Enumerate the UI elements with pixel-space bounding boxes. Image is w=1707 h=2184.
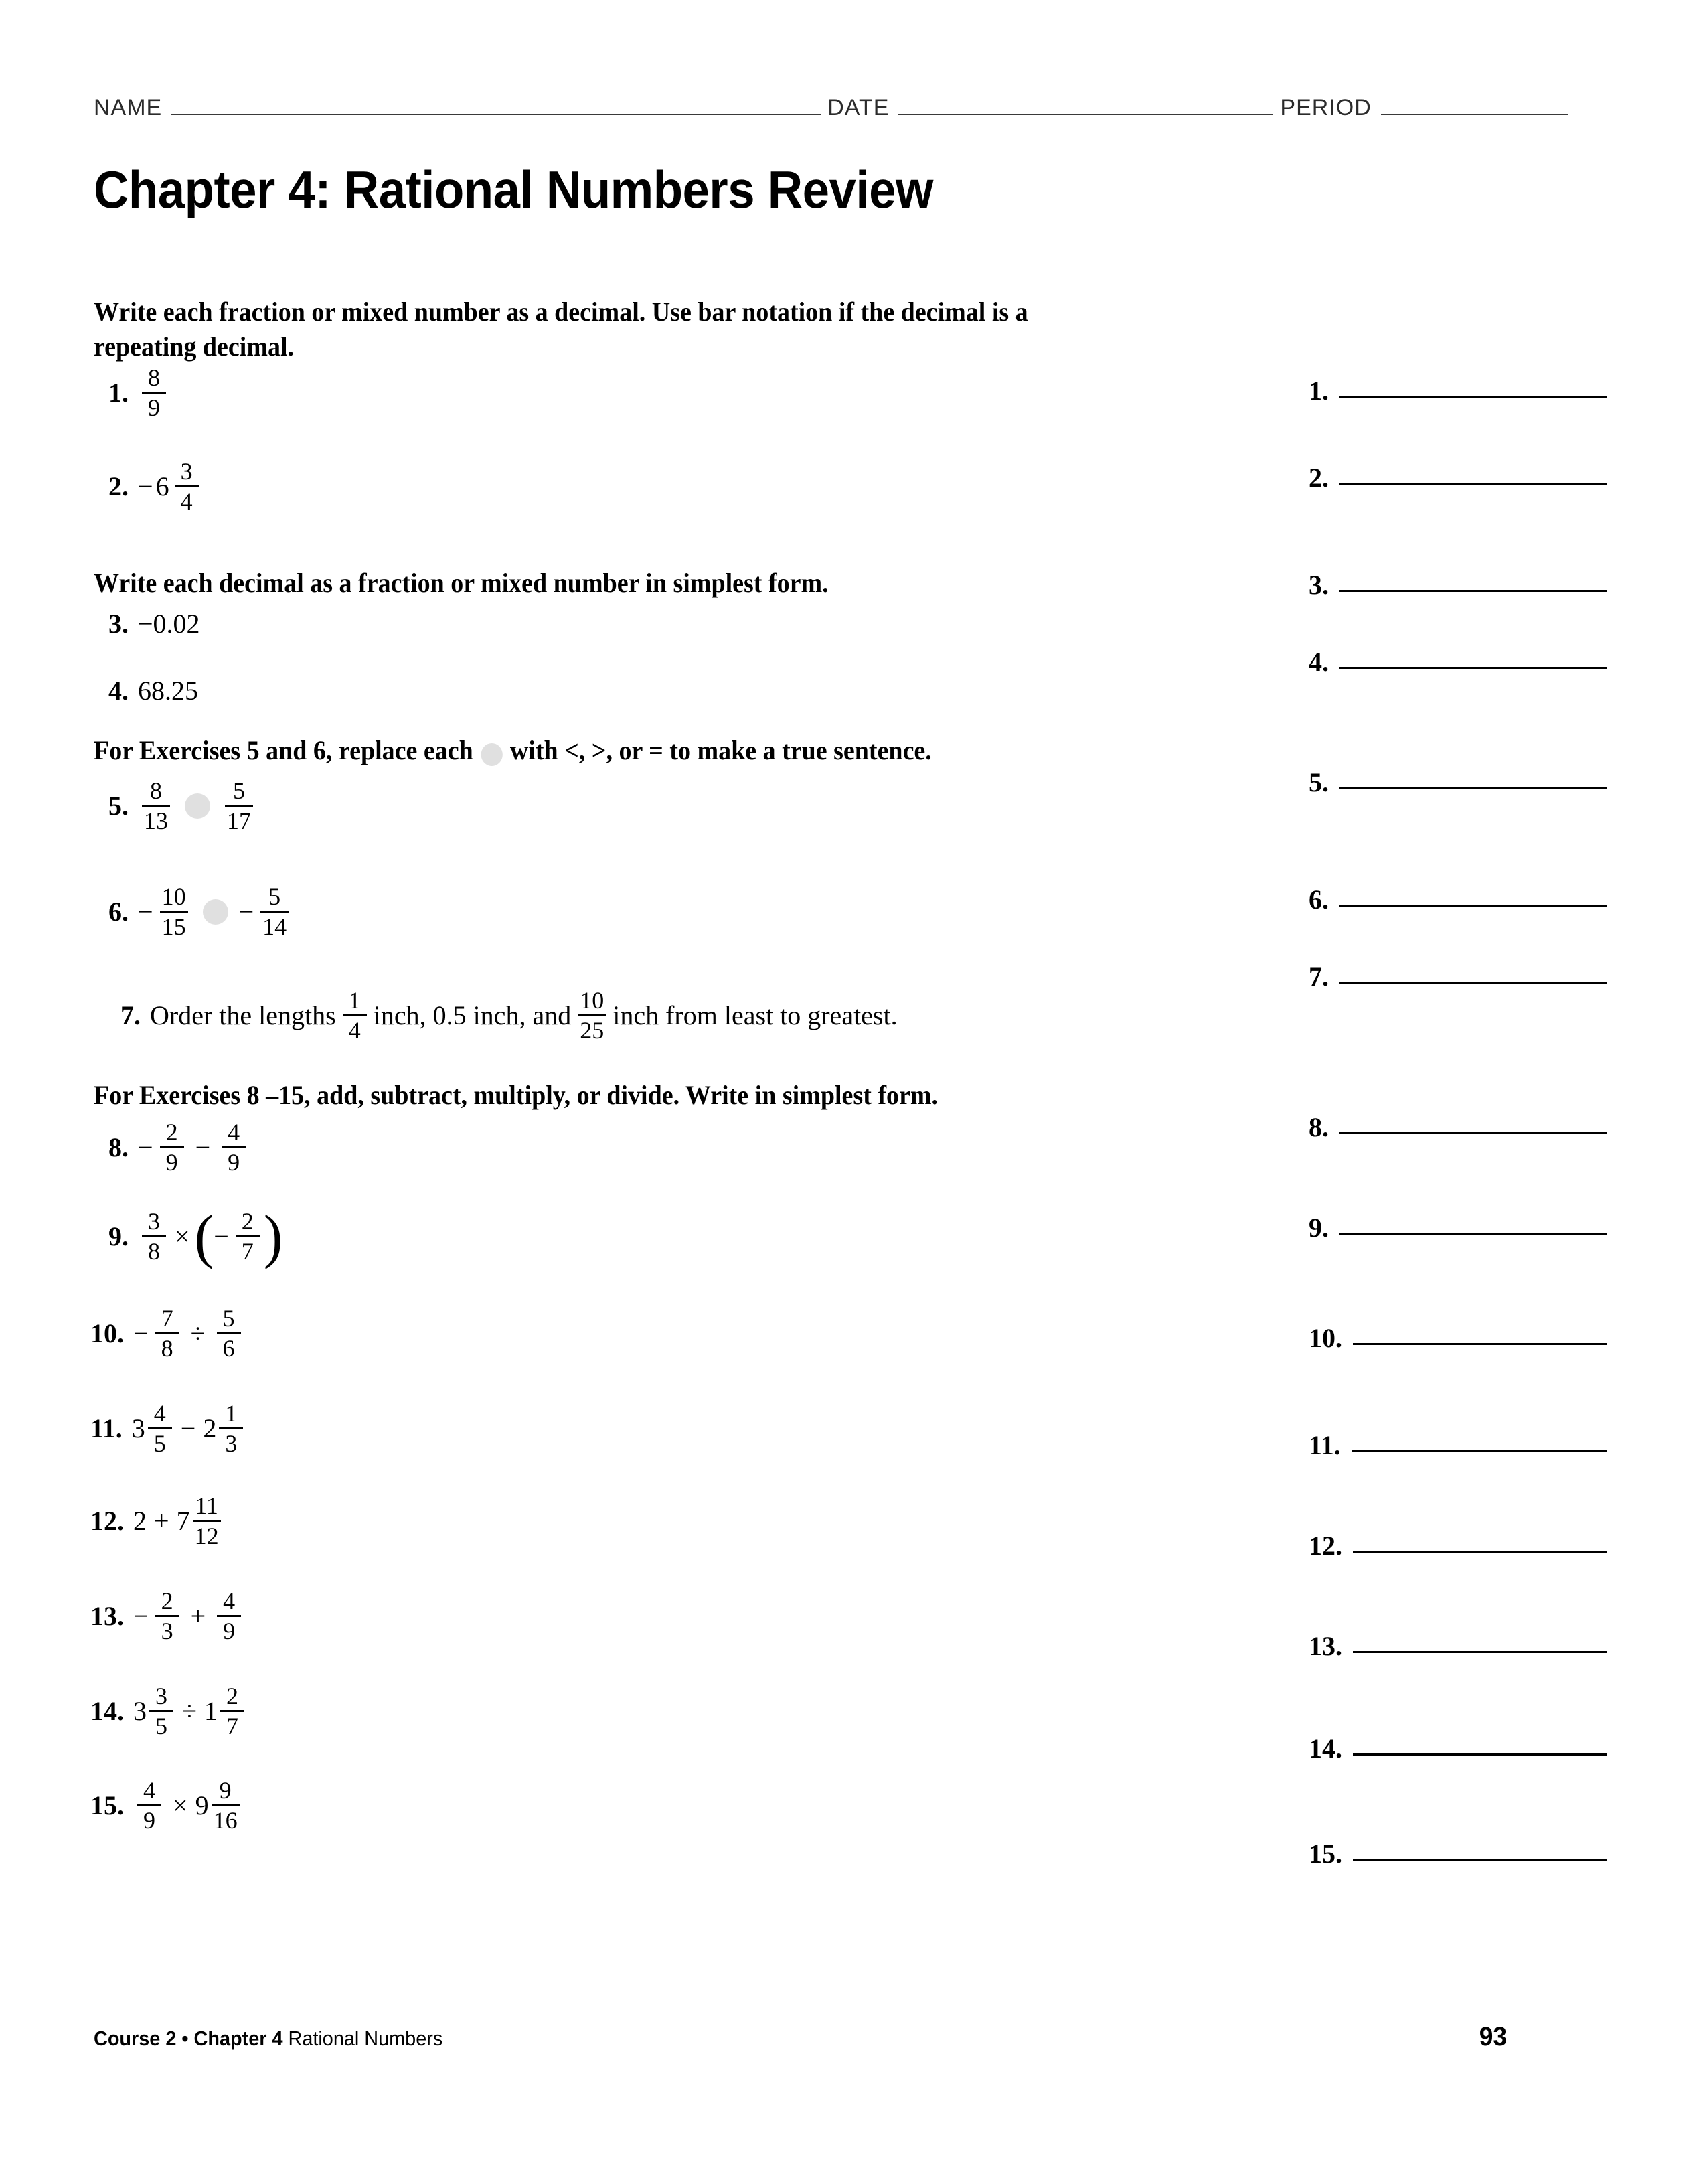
problem-expression <box>138 1202 283 1270</box>
operator: ÷ <box>182 1696 197 1726</box>
problem-number: 3. <box>108 609 129 639</box>
operator: − <box>195 1132 211 1162</box>
fraction-bar <box>222 1146 246 1148</box>
answer-blank[interactable] <box>1339 589 1607 592</box>
fraction-right: $\frac{5}{14}$ <box>260 884 289 939</box>
footer-text <box>94 2027 442 2051</box>
answer-blank[interactable] <box>1339 395 1607 398</box>
fraction-b: $\frac{5}{6}$ <box>217 1306 241 1361</box>
fraction-bar <box>225 805 253 807</box>
footer-chapter: Chapter 4 <box>193 2027 283 2050</box>
answer-line-5[interactable]: 5. <box>1309 767 1607 798</box>
problem-number: 5. <box>108 791 129 821</box>
fraction-left: $\frac{8}{13}$ <box>142 778 170 834</box>
fraction-bar <box>155 1332 179 1334</box>
answer-blank[interactable] <box>1339 1132 1607 1134</box>
fraction-b: $\frac{1}{3}$ <box>219 1401 243 1456</box>
answer-line-11[interactable]: 11. <box>1309 1429 1607 1461</box>
answer-line-14[interactable]: 14. <box>1309 1733 1607 1764</box>
whole-b: 7 <box>176 1506 190 1536</box>
fraction-bar <box>217 1332 241 1334</box>
whole-a: 3 <box>133 1696 147 1726</box>
problem-expression <box>133 1778 241 1833</box>
fraction-bar <box>142 1235 166 1237</box>
answer-blank[interactable] <box>1352 1450 1607 1452</box>
problem-2 <box>108 459 203 514</box>
problem-number: 10. <box>90 1318 124 1348</box>
instruction-text-a: For Exercises 5 and 6, replace each <box>94 735 473 765</box>
whole-b: 1 <box>204 1696 218 1726</box>
problem-expression <box>133 1588 245 1644</box>
fraction-bar <box>217 1615 241 1617</box>
problem-number: 12. <box>90 1506 124 1536</box>
fraction-b: $\frac{11}{12}$ <box>193 1493 221 1549</box>
answer-blank[interactable] <box>1339 1232 1607 1235</box>
problem-5 <box>108 778 257 834</box>
header-fields <box>94 95 1613 121</box>
fraction-a: $\frac{3}{5}$ <box>149 1683 173 1739</box>
fraction: $\frac{8}{9}$ <box>142 365 166 420</box>
fraction-b: $\frac{9}{16}$ <box>212 1778 240 1833</box>
problem-expression: 68.25 <box>138 676 198 706</box>
negative-sign: − <box>133 1601 149 1631</box>
answer-blank[interactable] <box>1353 1342 1607 1345</box>
problem-expression <box>138 365 170 420</box>
comparison-circle-icon[interactable] <box>203 899 228 925</box>
whole-b: 9 <box>195 1790 209 1820</box>
fraction-bar <box>142 392 166 394</box>
fraction: $\frac{3}{4}$ <box>175 459 199 514</box>
operator: + <box>190 1601 206 1631</box>
word-text-b: inch, 0.5 inch, and <box>373 1000 572 1030</box>
answer-blank[interactable] <box>1353 1858 1607 1861</box>
fraction-bar <box>160 911 188 913</box>
date-blank[interactable] <box>898 113 1273 115</box>
problem-number: 9. <box>108 1221 129 1251</box>
problem-number: 11. <box>90 1413 123 1444</box>
footer-separator: • <box>181 2027 189 2050</box>
problem-number: 8. <box>108 1132 129 1162</box>
operator: × <box>175 1221 190 1251</box>
fraction-bar <box>149 1710 173 1712</box>
whole-a: 3 <box>131 1413 145 1444</box>
word-text-a: Order the lengths <box>150 1000 336 1030</box>
problem-9 <box>108 1202 283 1270</box>
answer-line-2[interactable]: 2. <box>1309 462 1607 493</box>
instruction-set-3 <box>94 733 1175 768</box>
negative-sign-right: − <box>238 896 254 927</box>
problem-expression: −0.02 <box>138 609 200 639</box>
period-label: PERIOD <box>1280 95 1372 121</box>
answer-line-7[interactable]: 7. <box>1309 961 1607 992</box>
problem-number: 13. <box>90 1601 124 1631</box>
fraction-a: $\frac{4}{5}$ <box>148 1401 172 1456</box>
period-blank[interactable] <box>1381 113 1568 115</box>
whole-number: 6 <box>155 471 169 501</box>
comparison-circle-icon[interactable] <box>185 793 210 819</box>
answer-line-13[interactable]: 13. <box>1309 1630 1607 1662</box>
fraction-bar <box>220 1710 244 1712</box>
problem-number: 2. <box>108 471 129 501</box>
operator: ÷ <box>190 1318 206 1348</box>
operator: + <box>154 1506 169 1536</box>
fraction-a: $\frac{7}{8}$ <box>155 1306 179 1361</box>
fraction-bar <box>142 805 170 807</box>
negative-sign-inner: − <box>214 1221 229 1251</box>
integer-a: 2 <box>133 1506 147 1536</box>
fraction-b: $\frac{4}{9}$ <box>222 1119 246 1175</box>
fraction-right: $\frac{5}{17}$ <box>225 778 253 834</box>
footer-chapter-title: Rational Numbers <box>288 2027 443 2050</box>
problem-expression <box>133 1493 222 1549</box>
fraction-bar <box>175 485 199 487</box>
problem-number: 7. <box>120 1000 141 1030</box>
answer-line-10[interactable]: 10. <box>1309 1322 1607 1354</box>
problem-number: 14. <box>90 1696 124 1726</box>
problem-4 <box>108 675 198 706</box>
answer-line-15[interactable]: 15. <box>1309 1838 1607 1869</box>
negative-sign: − <box>133 1318 149 1348</box>
answer-line-6[interactable]: 6. <box>1309 884 1607 915</box>
page-number: 93 <box>1479 2022 1508 2051</box>
fraction-a: $\frac{3}{8}$ <box>142 1208 166 1264</box>
problem-1 <box>108 365 170 420</box>
answer-blank[interactable] <box>1339 482 1607 485</box>
problem-8 <box>108 1119 250 1175</box>
date-label: DATE <box>827 95 890 121</box>
problem-6 <box>108 884 293 939</box>
fraction-bar <box>219 1427 243 1429</box>
answer-blank[interactable] <box>1339 904 1607 907</box>
answer-blank[interactable] <box>1353 1550 1607 1553</box>
fraction-bar <box>212 1804 240 1806</box>
fraction-a: $\frac{2}{9}$ <box>160 1119 184 1175</box>
problem-expression <box>138 1119 250 1175</box>
answer-blank[interactable] <box>1339 787 1607 789</box>
fraction-bar <box>160 1146 184 1148</box>
fraction-2: $\frac{10}{25}$ <box>578 988 606 1043</box>
fraction-bar <box>578 1014 606 1016</box>
operator: × <box>173 1790 188 1820</box>
problem-10 <box>90 1306 245 1361</box>
page-title: Chapter 4: Rational Numbers Review <box>94 160 933 219</box>
answer-line-4[interactable]: 4. <box>1309 646 1607 678</box>
negative-sign: − <box>138 471 153 501</box>
fraction-bar <box>148 1427 172 1429</box>
page-footer <box>94 2022 1507 2052</box>
fraction-a: $\frac{2}{3}$ <box>155 1588 179 1644</box>
problem-3 <box>108 608 200 639</box>
word-text-c: inch from least to greatest. <box>613 1000 898 1030</box>
problem-number: 6. <box>108 896 129 927</box>
instruction-text-b: with <, >, or = to make a true sentence. <box>509 735 932 765</box>
problem-expression <box>138 459 203 514</box>
problem-expression <box>133 1683 246 1739</box>
fraction-bar <box>137 1804 161 1806</box>
problem-expression <box>133 1306 245 1361</box>
problem-11 <box>90 1401 244 1456</box>
answer-line-12[interactable]: 12. <box>1309 1530 1607 1561</box>
problem-13 <box>90 1588 245 1644</box>
fraction-b: $\frac{2}{7}$ <box>236 1208 260 1264</box>
comparison-circle-icon <box>481 743 502 766</box>
problem-number: 1. <box>108 378 129 408</box>
instruction-set-1: Write each fraction or mixed number as a decimal. Use bar notation if the decimal is a repeating decimal. <box>94 297 1028 362</box>
instruction-set-2: Write each decimal as a fraction or mixed number in simplest form. <box>94 568 829 598</box>
problem-14 <box>90 1683 246 1739</box>
answer-blank[interactable] <box>1353 1650 1607 1653</box>
answer-blank[interactable] <box>1339 981 1607 984</box>
answer-line-9[interactable]: 9. <box>1309 1212 1607 1243</box>
problem-expression <box>132 1401 245 1456</box>
answer-blank[interactable] <box>1353 1753 1607 1756</box>
problem-15 <box>90 1778 241 1833</box>
fraction-1: $\frac{1}{4}$ <box>343 988 367 1043</box>
name-blank[interactable] <box>171 113 821 115</box>
problem-number: 4. <box>108 676 129 706</box>
problem-12 <box>90 1493 222 1549</box>
problem-7 <box>120 988 898 1043</box>
fraction-bar <box>155 1615 179 1617</box>
fraction-a: $\frac{4}{9}$ <box>137 1778 161 1833</box>
answer-line-8[interactable]: 8. <box>1309 1111 1607 1143</box>
answer-line-1[interactable]: 1. <box>1309 375 1607 406</box>
fraction-b: $\frac{4}{9}$ <box>217 1588 241 1644</box>
fraction-bar <box>193 1520 221 1522</box>
footer-course: Course 2 <box>94 2027 177 2050</box>
problem-expression <box>138 884 293 939</box>
negative-sign-left: − <box>138 896 153 927</box>
open-paren: ( <box>194 1202 214 1270</box>
fraction-bar <box>236 1235 260 1237</box>
problem-expression <box>138 778 257 834</box>
answer-blank[interactable] <box>1339 666 1607 669</box>
answer-line-3[interactable]: 3. <box>1309 569 1607 601</box>
fraction-b: $\frac{2}{7}$ <box>220 1683 244 1739</box>
whole-b: 2 <box>203 1413 217 1444</box>
close-paren: ) <box>263 1202 283 1270</box>
fraction-bar <box>260 911 289 913</box>
problem-expression <box>150 988 898 1043</box>
problem-number: 15. <box>90 1790 124 1820</box>
fraction-bar <box>343 1014 367 1016</box>
instruction-set-4: For Exercises 8 –15, add, subtract, multiply, or divide. Write in simplest form. <box>94 1080 939 1110</box>
fraction-left: $\frac{10}{15}$ <box>160 884 188 939</box>
operator: − <box>180 1413 196 1444</box>
negative-sign: − <box>138 1132 153 1162</box>
name-label: NAME <box>94 95 163 121</box>
